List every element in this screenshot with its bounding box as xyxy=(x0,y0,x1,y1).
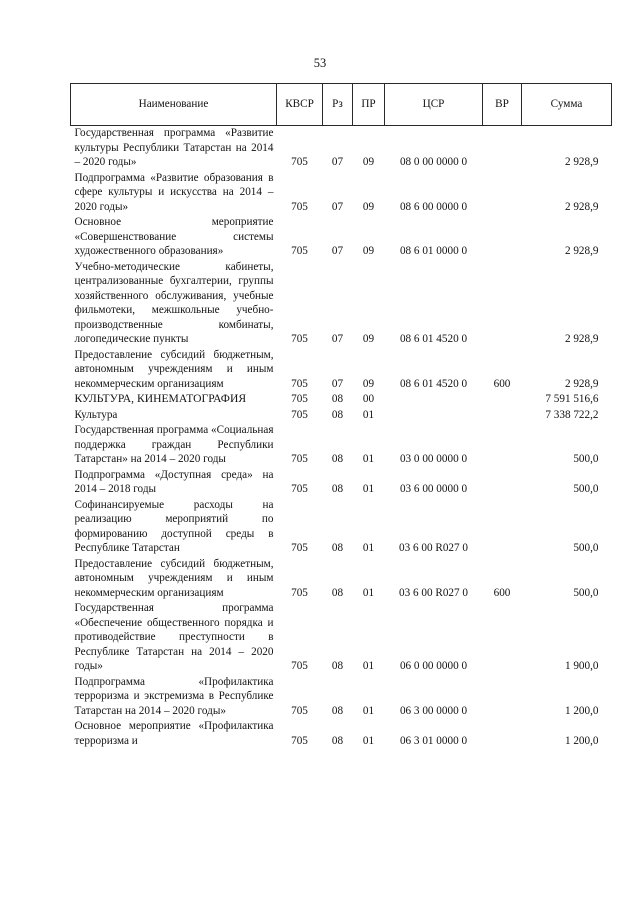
cell-sum: 7 338 722,2 xyxy=(545,408,599,421)
cell-csr: 08 6 01 4520 0 xyxy=(399,333,468,345)
cell-csr: 06 3 00 0000 0 xyxy=(399,704,468,717)
cell-vr: 600 xyxy=(493,586,511,599)
cell-name: Подпрограмма «Профилактика терроризма и экстремизма в Республике Татарстан на 2014 – 2020 годы» xyxy=(74,675,274,717)
cell-vr xyxy=(483,719,522,749)
cell-csr: 03 6 00 R027 0 xyxy=(399,542,468,554)
table-row xyxy=(71,468,612,498)
cell-name: Государственная программа «Развитие культуры Республики Татарстан на 2014 – 2020 годы» xyxy=(74,127,274,168)
cell-rz: 07 xyxy=(331,245,344,257)
cell-name: Предоставление субсидий бюджетным, автономным учреждениям и иным некоммерческим организациям xyxy=(74,348,274,390)
table-row xyxy=(71,392,612,408)
cell-sum: 500,0 xyxy=(573,586,599,599)
cell-vr xyxy=(483,171,522,216)
table-row xyxy=(71,348,612,393)
table-row xyxy=(71,126,612,171)
table-row xyxy=(71,719,612,749)
cell-kvsr: 705 xyxy=(291,393,308,405)
cell-sum: 2 928,9 xyxy=(564,377,599,390)
cell-name: Основное мероприятие «Профилактика терроризма и xyxy=(74,720,274,747)
header-rz: Рз xyxy=(323,84,353,126)
cell-sum: 2 928,9 xyxy=(564,245,599,257)
cell-name: Основное мероприятие «Совершенствование системы художественного образования» xyxy=(74,216,274,257)
cell-kvsr: 705 xyxy=(291,453,308,465)
cell-csr: 03 6 00 0000 0 xyxy=(399,483,468,495)
cell-rz: 08 xyxy=(331,393,344,405)
cell-vr xyxy=(483,601,522,675)
cell-sum: 1 200,0 xyxy=(564,734,599,747)
cell-kvsr: 705 xyxy=(291,156,308,168)
cell-pr: 09 xyxy=(362,377,375,390)
cell-kvsr: 705 xyxy=(291,245,308,257)
cell-pr: 01 xyxy=(362,704,375,717)
cell-sum: 500,0 xyxy=(573,453,599,465)
cell-vr xyxy=(483,498,522,557)
cell-vr: 600 xyxy=(493,377,511,390)
cell-csr: 08 0 00 0000 0 xyxy=(399,156,468,168)
cell-rz: 08 xyxy=(331,453,344,465)
cell-sum: 1 900,0 xyxy=(564,660,599,672)
cell-name: Государственная программа «Обеспечение общественного порядка и противодействие преступности в Республике Татарстан на 2014 – 2020 годы» xyxy=(74,602,274,672)
cell-pr: 01 xyxy=(362,542,375,554)
cell-kvsr: 705 xyxy=(291,586,308,599)
cell-vr xyxy=(483,423,522,468)
cell-vr xyxy=(483,392,522,408)
cell-kvsr: 705 xyxy=(291,408,308,421)
table-body xyxy=(71,126,612,750)
table-row xyxy=(71,215,612,260)
cell-csr: 06 3 01 0000 0 xyxy=(399,734,468,747)
cell-sum: 2 928,9 xyxy=(564,333,599,345)
cell-vr xyxy=(483,675,522,720)
header-csr: ЦСР xyxy=(385,84,483,126)
cell-csr xyxy=(385,392,483,408)
cell-rz: 08 xyxy=(331,483,344,495)
cell-kvsr: 705 xyxy=(291,704,308,717)
cell-name: Софинансируемые расходы на реализацию мероприятий по формированию доступной среды в Республике Татарстан xyxy=(74,498,274,554)
cell-csr: 06 0 00 0000 0 xyxy=(399,660,468,672)
cell-sum: 2 928,9 xyxy=(564,156,599,168)
header-name: Наименование xyxy=(71,84,277,126)
cell-kvsr: 705 xyxy=(291,734,308,747)
cell-rz: 07 xyxy=(331,333,344,345)
cell-kvsr: 705 xyxy=(291,660,308,672)
table-row xyxy=(71,423,612,468)
table-header xyxy=(71,84,612,126)
cell-sum: 500,0 xyxy=(573,483,599,495)
cell-name: Учебно-методические кабинеты, централизованные бухгалтерии, группы хозяйственного обслуживания, учебные фильмотеки, межшкольные учебно-производственные комбинаты, логопедические пункты xyxy=(74,260,274,345)
cell-pr: 01 xyxy=(362,483,375,495)
cell-rz: 08 xyxy=(331,586,344,599)
cell-rz: 08 xyxy=(331,734,344,747)
table-row xyxy=(71,557,612,602)
table-row xyxy=(71,171,612,216)
table-row xyxy=(71,408,612,424)
cell-pr: 09 xyxy=(362,333,375,345)
cell-pr: 09 xyxy=(362,156,375,168)
cell-kvsr: 705 xyxy=(291,200,308,213)
cell-pr: 09 xyxy=(362,245,375,257)
cell-kvsr: 705 xyxy=(291,483,308,495)
cell-name: Предоставление субсидий бюджетным, автономным учреждениям и иным некоммерческим организациям xyxy=(74,557,274,599)
table-row xyxy=(71,260,612,348)
cell-rz: 08 xyxy=(331,660,344,672)
cell-kvsr: 705 xyxy=(291,333,308,345)
cell-csr: 03 0 00 0000 0 xyxy=(399,453,468,465)
table-row xyxy=(71,498,612,557)
cell-pr: 09 xyxy=(362,200,375,213)
cell-vr xyxy=(483,468,522,498)
cell-name: Культура xyxy=(74,408,118,421)
cell-rz: 07 xyxy=(331,200,344,213)
cell-name: Государственная программа «Социальная поддержка граждан Республики Татарстан» на 2014 – 2020 годы xyxy=(74,424,274,465)
cell-rz: 08 xyxy=(331,704,344,717)
header-sum: Сумма xyxy=(522,84,612,126)
header-pr: ПР xyxy=(353,84,385,126)
cell-kvsr: 705 xyxy=(291,377,308,390)
cell-csr: 08 6 01 0000 0 xyxy=(399,245,468,257)
cell-vr xyxy=(483,408,522,424)
cell-csr: 08 6 01 4520 0 xyxy=(399,377,468,390)
page-number: 53 xyxy=(313,56,327,70)
cell-sum: 500,0 xyxy=(573,542,599,554)
cell-sum: 2 928,9 xyxy=(564,200,599,213)
cell-rz: 07 xyxy=(331,377,344,390)
cell-sum: 7 591 516,6 xyxy=(545,393,599,405)
cell-name: Подпрограмма «Доступная среда» на 2014 – 2018 годы xyxy=(74,468,274,495)
cell-kvsr: 705 xyxy=(291,542,308,554)
budget-table xyxy=(70,83,612,749)
cell-pr: 01 xyxy=(362,734,375,747)
cell-vr xyxy=(483,126,522,171)
cell-pr: 01 xyxy=(362,453,375,465)
cell-rz: 08 xyxy=(331,408,344,421)
cell-rz: 08 xyxy=(331,542,344,554)
cell-vr xyxy=(483,260,522,348)
header-kvsr: КВСР xyxy=(277,84,323,126)
cell-sum: 1 200,0 xyxy=(564,704,599,717)
cell-vr xyxy=(483,215,522,260)
table-row xyxy=(71,601,612,675)
cell-pr: 01 xyxy=(362,586,375,599)
header-vr: ВР xyxy=(483,84,522,126)
table-row xyxy=(71,675,612,720)
cell-name: КУЛЬТУРА, КИНЕМАТОГРАФИЯ xyxy=(74,392,247,405)
cell-pr: 00 xyxy=(362,393,375,405)
cell-name: Подпрограмма «Развитие образования в сфере культуры и искусства на 2014 – 2020 годы» xyxy=(74,171,274,213)
cell-csr: 08 6 00 0000 0 xyxy=(399,200,468,213)
cell-rz: 07 xyxy=(331,156,344,168)
cell-csr: 03 6 00 R027 0 xyxy=(399,586,468,599)
cell-pr: 01 xyxy=(362,408,375,421)
cell-csr xyxy=(385,408,483,424)
cell-pr: 01 xyxy=(362,660,375,672)
